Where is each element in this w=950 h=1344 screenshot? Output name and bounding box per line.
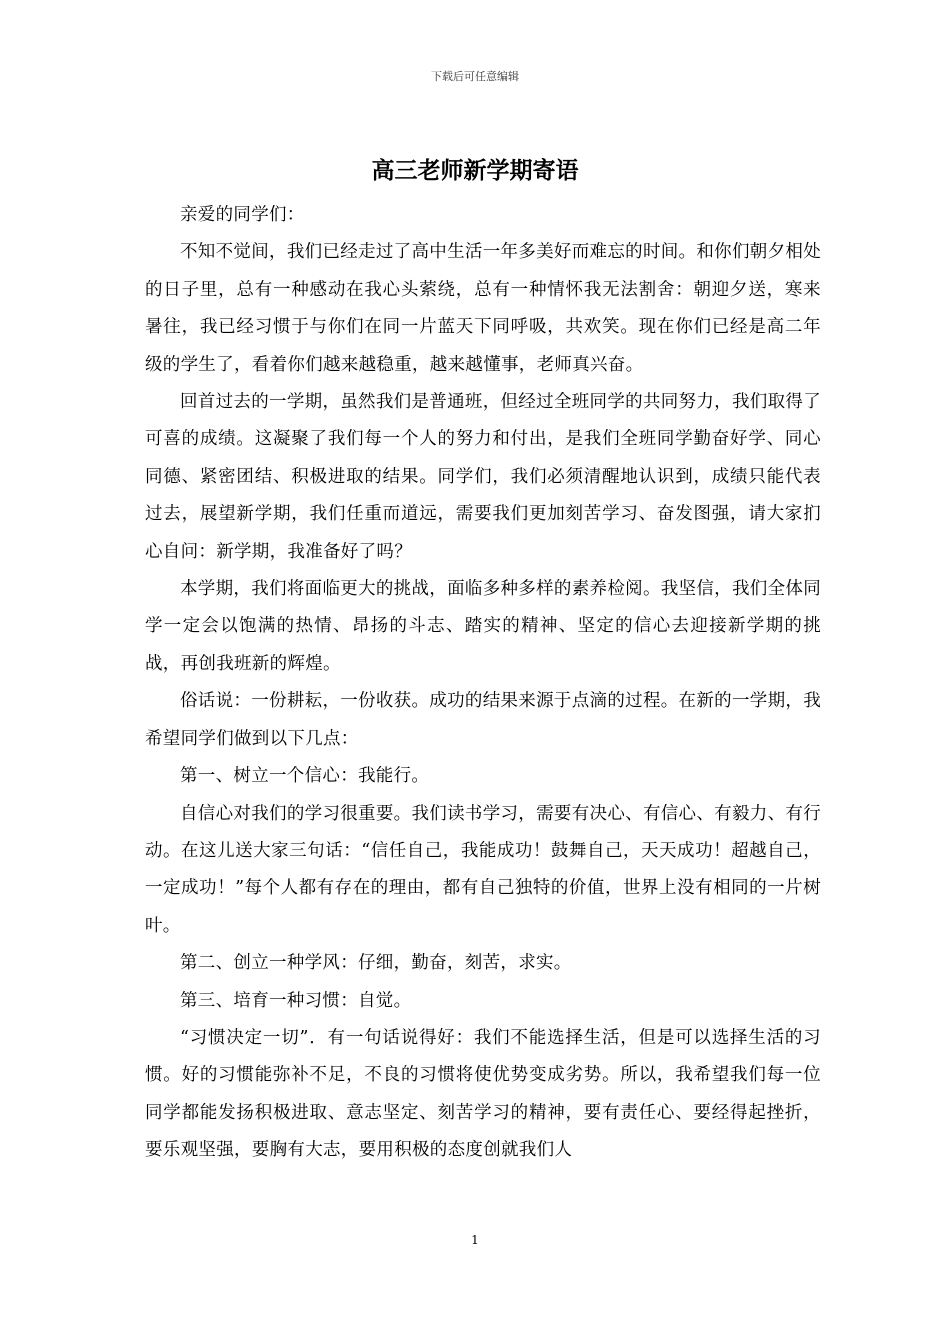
paragraph-point-heading: 第一、树立一个信心：我能行。 xyxy=(180,766,430,787)
paragraph-point-heading: 第二、创立一种学风：仔细，勤奋，刻苦，求实。 xyxy=(180,953,572,974)
paragraph: “习惯决定一切”．有一句话说得好：我们不能选择生活，但是可以选择生活的习惯。好的习惯能弥补不足，不良的习惯将使优势变成劣势。所以，我希望我们每一位同学都能发扬积极进取、意志坚定、刻苦学习的精神，要有责任心、要经得起挫折，要乐观坚强，要胸有大志，要用积极的态度创就我们人 xyxy=(145,1027,821,1161)
paragraph: 回首过去的一学期，虽然我们是普通班，但经过全班同学的共同努力，我们取得了可喜的成绩。这凝聚了我们每一个人的努力和付出，是我们全班同学勤奋好学、同心同德、紧密团结、积极进取的结果。同学们，我们必须清醒地认识到，成绩只能代表过去，展望新学期，我们任重而道远，需要我们更加刻苦学习、奋发图强，请大家扪心自问：新学期，我准备好了吗？ xyxy=(145,392,821,562)
page-header-note: 下载后可任意编辑 xyxy=(431,70,519,83)
document-title: 高三老师新学期寄语 xyxy=(371,157,579,184)
paragraph: 俗话说：一份耕耘，一份收获。成功的结果来源于点滴的过程。在新的一学期，我希望同学们做到以下几点： xyxy=(145,691,821,749)
document-body xyxy=(145,197,821,1170)
page-number: 1 xyxy=(471,1233,479,1247)
paragraph: 自信心对我们的学习很重要。我们读书学习，需要有决心、有信心、有毅力、有行动。在这儿送大家三句话：“信任自己，我能成功！鼓舞自己，天天成功！超越自己，一定成功！”每个人都有存在的理由，都有自己独特的价值，世界上没有相同的一片树叶。 xyxy=(145,803,821,936)
paragraph: 本学期，我们将面临更大的挑战，面临多种多样的素养检阅。我坚信，我们全体同学一定会以饱满的热情、昂扬的斗志、踏实的精神、坚定的信心去迎接新学期的挑战，再创我班新的辉煌。 xyxy=(145,579,821,674)
paragraph: 不知不觉间，我们已经走过了高中生活一年多美好而难忘的时间。和你们朝夕相处的日子里，总有一种感动在我心头萦绕，总有一种情怀我无法割舍：朝迎夕送，寒来暑往，我已经习惯于与你们在同一片蓝天下同呼吸，共欢笑。现在你们已经是高二年级的学生了，看着你们越来越稳重，越来越懂事，老师真兴奋。 xyxy=(145,242,821,375)
paragraph-point-heading: 第三、培育一种习惯：自觉。 xyxy=(180,990,412,1011)
paragraph-salutation: 亲爱的同学们： xyxy=(180,205,305,225)
